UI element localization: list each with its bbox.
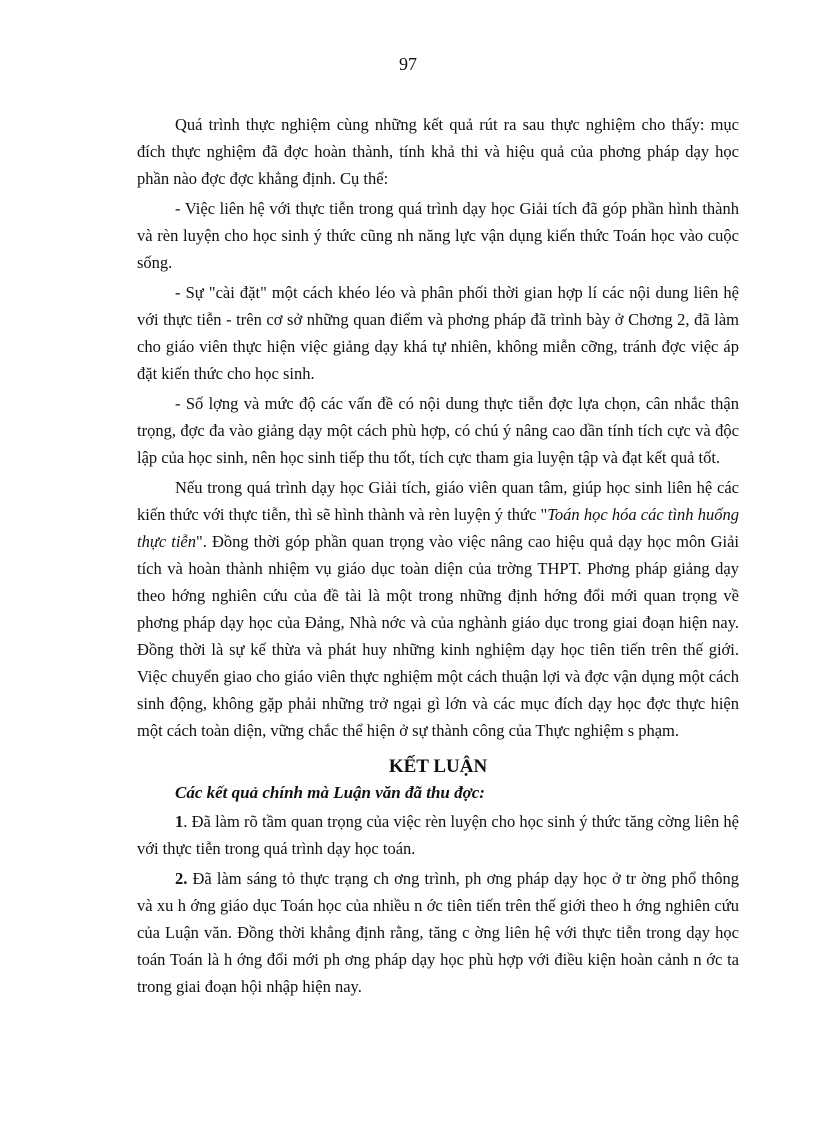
conclusion-item-separator: . (183, 812, 188, 831)
conclusion-subheading: Các kết quả chính mà Luận văn đã thu đợc: (175, 783, 485, 802)
main-paragraph-text-end: ". Đồng thời góp phần quan trọng vào việc nâng cao hiệu quả dạy học môn Giải tích và hoàn thành nhiệm vụ giáo dục toàn diện của trờng THPT. Phơng pháp giảng dạy theo hớng nghiên cứu của đề tài là một trong những định hớng đổi mới quan trọng về phơng pháp dạy học của Đảng, Nhà nớc và của nghành giáo dục trong giai đoạn hiện nay. Đồng thời là sự kế thừa và phát huy những kinh nghiệm dạy học tiên tiến trên thế giới. Việc chuyển giao cho giáo viên thực nghiệm một cách thuận lợi và đợc vận dụng một cách sinh động, không gặp phải những trở ngại gì lớn và các mục đích dạy học đợc thực hiện một cách toàn diện, vững chắc thể hiện ở sự thành công của Thực nghiệm s phạm. (137, 532, 739, 740)
main-paragraph (137, 474, 739, 744)
conclusion-heading: KẾT LUẬN (388, 756, 488, 777)
conclusion-item-text: Đã làm sáng tỏ thực trạng ch ơng trình, ph ơng pháp dạy học ở tr ờng phổ thông và xu h ớng giáo dục Toán học của nhiều n ớc tiên tiến trên thế giới theo h ớng nghiên cứu của Luận văn. Đồng thời khẳng định rằng, tăng c ờng liên hệ với thực tiễn trong dạy học toán Toán là h ớng đổi mới ph ơng pháp dạy học phù hợp với điều kiện hoàn cảnh n ớc ta trong giai đoạn hội nhập hiện nay. (137, 869, 739, 996)
intro-paragraph: Quá trình thực nghiệm cùng những kết quả rút ra sau thực nghiệm cho thấy: mục đích thực nghiệm đã đợc hoàn thành, tính khả thi và hiệu quả của phơng pháp dạy học phần nào đợc đợc khẳng định. Cụ thể: (137, 115, 739, 188)
conclusion-item-number: 2. (175, 869, 188, 888)
bullet-paragraph-1: - Việc liên hệ với thực tiễn trong quá trình dạy học Giải tích đã góp phần hình thành và rèn luyện cho học sinh ý thức cũng nh năng lực vận dụng kiến thức Toán học vào cuộc sống. (137, 199, 739, 272)
conclusion-item-text: Đã làm rõ tầm quan trọng của việc rèn luyện cho học sinh ý thức tăng cờng liên hệ với thực tiễn trong quá trình dạy học toán. (137, 812, 739, 858)
conclusion-item-2 (137, 865, 739, 1000)
bullet-paragraph-2: - Sự "cài đặt" một cách khéo léo và phân phối thời gian hợp lí các nội dung liên hệ với thực tiễn - trên cơ sở những quan điểm và phơng pháp đã trình bày ở Chơng 2, đã làm cho giáo viên thực hiện việc giảng dạy khá tự nhiên, không miễn cỡng, tránh đợc việc áp đặt kiến thức cho học sinh. (137, 283, 739, 383)
page-number: 97 (399, 54, 417, 74)
document-body (137, 111, 739, 1003)
main-paragraph-italic-phrase: Toán học hóa các tình huống thực tiễn (137, 505, 740, 551)
main-paragraph-text-start: Nếu trong quá trình dạy học Giải tích, giáo viên quan tâm, giúp học sinh liên hệ các kiến thức với thực tiễn, thì sẽ hình thành và rèn luyện ý thức " (137, 478, 739, 524)
conclusion-item-number: 1 (175, 812, 184, 831)
bullet-paragraph-3: - Số lợng và mức độ các vấn đề có nội dung thực tiễn đợc lựa chọn, cân nhắc thận trọng, đợc đa vào giảng dạy một cách phù hợp, có chú ý nâng cao dần tính tích cực và độc lập của học sinh, nên học sinh tiếp thu tốt, tích cực tham gia luyện tập và đạt kết quả tốt. (137, 394, 739, 467)
conclusion-item-1 (137, 808, 739, 862)
